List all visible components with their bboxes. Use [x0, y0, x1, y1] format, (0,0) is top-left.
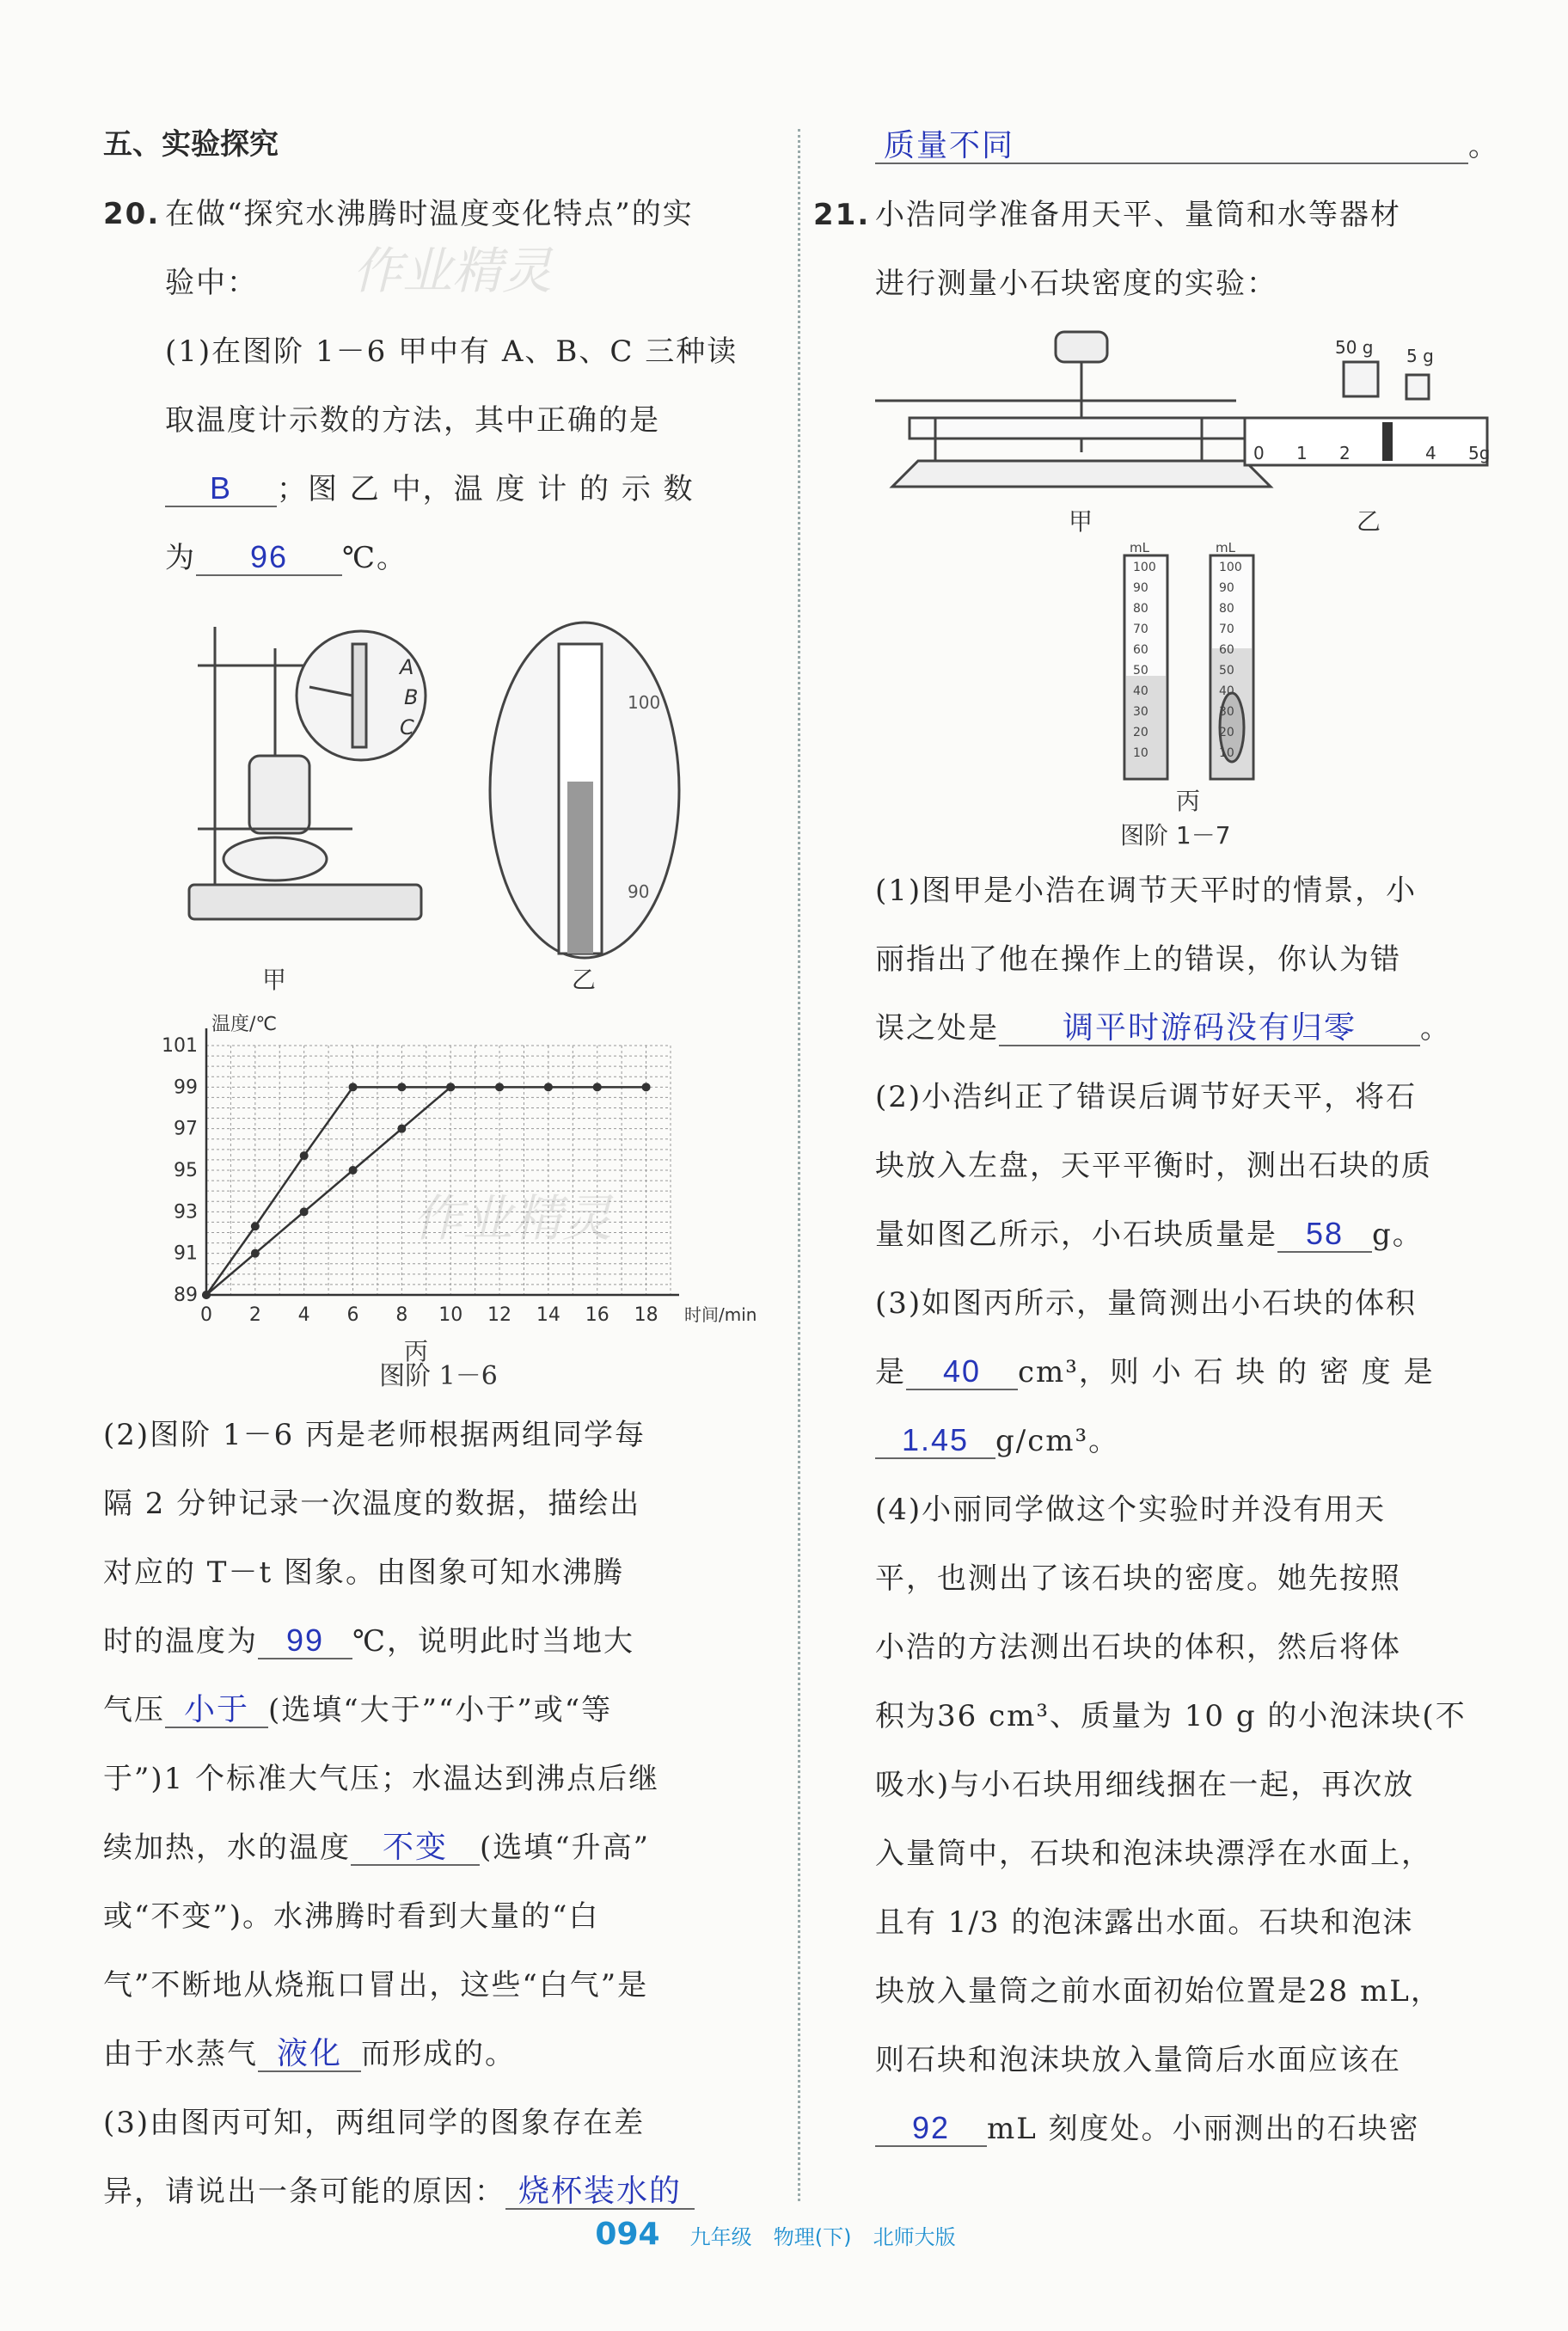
label-jia: 甲	[262, 966, 287, 994]
answer-method-blank[interactable]: B	[165, 471, 277, 507]
x-tick-label: 4	[297, 1304, 310, 1326]
q20-p2-line2: 隔 2 分钟记录一次温度的数据，描绘出	[103, 1487, 641, 1521]
temperature-time-chart	[103, 1007, 774, 1365]
q21-stem	[813, 181, 1491, 249]
scale-tick-label: 2	[1339, 443, 1351, 463]
cylinder-tick-label: 20	[1133, 726, 1148, 739]
watermark-1: 作业精灵	[352, 242, 553, 300]
cylinder-tick-label: 80	[1133, 602, 1148, 616]
q20-p2-line6: 于”)1 个标准大气压；水温达到沸点后继	[103, 1762, 660, 1796]
x-axis-label: 时间/min	[684, 1304, 757, 1325]
y-tick-label: 99	[174, 1077, 198, 1099]
q21-p4-line7: 且有 1/3 的泡沫露出水面。石块和泡沫	[875, 1905, 1414, 1940]
label-jia: 甲	[1069, 507, 1093, 536]
q21-p3-line2-text: 是	[875, 1355, 906, 1389]
q20-p3-line3: 质量不同 。	[875, 112, 1491, 181]
cylinder-tick-label: 20	[1219, 726, 1234, 739]
left-column	[103, 120, 774, 2226]
y-tick-label: 101	[162, 1035, 198, 1057]
q21-p3-line2	[875, 1338, 1491, 1407]
q21-stem-line1: 小浩同学准备用天平、量筒和水等器材	[875, 198, 1401, 232]
answer-phase-blank[interactable]: 液化	[258, 2036, 361, 2072]
q21-p1-line2: 丽指出了他在操作上的错误，你认为错	[875, 942, 1401, 977]
data-point	[300, 1207, 309, 1216]
eye-label-c: C	[400, 715, 414, 739]
data-point	[251, 1249, 260, 1258]
data-point	[397, 1125, 406, 1133]
eye-label-a: A	[400, 655, 414, 679]
q20-p2-line4-text: 时的温度为	[103, 1624, 258, 1659]
q21-p2-line1: (2)小浩纠正了错误后调节好天平，将石	[875, 1080, 1418, 1114]
data-point	[349, 1166, 358, 1175]
scale-tick-label: 3	[1382, 443, 1393, 463]
x-tick-label: 0	[200, 1304, 212, 1326]
cylinder-tick-label: 100	[1133, 561, 1156, 574]
q20-p1-line4	[103, 524, 774, 592]
section-title: 五、实验探究	[103, 127, 279, 162]
cylinder-tick-label: 10	[1133, 746, 1148, 760]
q21-p4-line3: 小浩的方法测出石块的体积，然后将体	[875, 1630, 1401, 1665]
q21-p3-line3	[875, 1407, 1491, 1475]
q21-p4-line8: 块放入量筒之前水面初始位置是28 mL，	[875, 1974, 1442, 2009]
q21-p4-line5: 吸水)与小石块用细线捆在一起，再次放	[875, 1768, 1415, 1802]
thermo-label-90: 90	[628, 881, 650, 902]
page-footer	[0, 2217, 1568, 2252]
thermo-label-100: 100	[628, 692, 661, 713]
q20-p3-line1: (3)由图丙可知，两组同学的图象存在差	[103, 2106, 646, 2140]
q20-p2-line7-after: (选填“升高”	[480, 1831, 651, 1865]
cylinder-tick-label: 50	[1219, 664, 1234, 678]
x-tick-label: 8	[395, 1304, 408, 1326]
q21-number: 21.	[813, 198, 871, 232]
q21-p1-line3-text: 误之处是	[875, 1011, 999, 1046]
footer-subject: 物理(下)	[773, 2225, 852, 2249]
q20-p2-line8: 或“不变”)。水沸腾时看到大量的“白	[103, 1899, 600, 1934]
answer-error-blank[interactable]: 调平时游码没有归零	[999, 1010, 1420, 1046]
q20-stem	[103, 180, 774, 248]
cylinder-tick-label: 60	[1219, 643, 1234, 657]
x-tick-label: 10	[438, 1304, 463, 1326]
weight-5g: 5 g	[1406, 346, 1434, 366]
data-point	[642, 1083, 651, 1091]
q21-p1-line3-after: 。	[1420, 1011, 1451, 1046]
data-point	[495, 1083, 504, 1091]
data-point	[202, 1291, 211, 1299]
x-tick-label: 18	[634, 1304, 658, 1326]
slider-scale	[1245, 418, 1487, 465]
q20-number: 20.	[103, 197, 161, 231]
cylinder-unit-left: mL	[1130, 540, 1149, 555]
q20-p2-line5	[103, 1676, 774, 1745]
cylinder-tick-label: 70	[1133, 623, 1148, 636]
cylinder-tick-label: 90	[1219, 581, 1234, 595]
cylinder-tick-label: 70	[1219, 623, 1234, 636]
figure-1-6-apparatus	[103, 610, 774, 997]
q20-p2-line5-after: (选填“大于”“小于”或“等	[268, 1693, 613, 1727]
data-point	[349, 1083, 358, 1091]
answer-temp-blank[interactable]: 96	[196, 540, 342, 576]
q21-p4-line10	[875, 2095, 1491, 2163]
eye-label-b: B	[404, 685, 419, 709]
thermometer-closeup	[490, 623, 679, 958]
scale-tick-label: 1	[1296, 443, 1308, 463]
q21-p3-line2-after: cm³，则 小 石 块 的 密 度 是	[1018, 1355, 1435, 1389]
q21-p4-line4: 积为36 cm³、质量为 10 g 的小泡沫块(不	[875, 1699, 1467, 1733]
q20-stem-line2: 验中：	[165, 266, 258, 300]
x-tick-label: 14	[536, 1304, 560, 1326]
q20-p2-line10-text: 由于水蒸气	[103, 2037, 258, 2071]
q21-p1-line3	[875, 994, 1491, 1063]
y-tick-label: 93	[174, 1201, 198, 1224]
q21-p2-line2: 块放入左盘，天平平衡时，测出石块的质	[875, 1149, 1432, 1183]
cylinder-tick-label: 10	[1219, 746, 1234, 760]
q20-p2-line7-text: 续加热，水的温度	[103, 1831, 351, 1865]
q21-p1-line1: (1)图甲是小浩在调节天平时的情景，小	[875, 874, 1418, 908]
cylinder-tick-label: 60	[1133, 643, 1148, 657]
answer-boil-blank[interactable]: 99	[258, 1623, 352, 1659]
y-tick-label: 91	[174, 1242, 198, 1265]
balance-jia	[875, 332, 1271, 487]
answer-reason-blank-2[interactable]: 质量不同	[875, 128, 1468, 164]
y-axis-label: 温度/℃	[211, 1014, 278, 1035]
data-point	[300, 1151, 309, 1160]
x-tick-label: 2	[248, 1304, 261, 1326]
data-point	[251, 1222, 260, 1230]
figure-caption-1-7: 图阶 1－7	[1120, 821, 1231, 850]
y-tick-label: 97	[174, 1118, 198, 1140]
answer-change-blank[interactable]: 不变	[351, 1830, 480, 1866]
y-tick-label: 89	[174, 1285, 198, 1306]
q20-p1-line3	[103, 455, 774, 524]
cylinder-tick-label: 100	[1219, 561, 1242, 574]
q20-p1-line4-text: 为	[165, 541, 196, 575]
q21-p2-line3-unit: g。	[1372, 1218, 1424, 1252]
footer-grade: 九年级	[689, 2225, 752, 2249]
cylinder-tick-label: 30	[1133, 705, 1148, 719]
data-point	[593, 1083, 602, 1091]
footer-edition: 北师大版	[873, 2225, 956, 2249]
scale-tick-label: 4	[1425, 443, 1436, 463]
cylinder-tick-label: 50	[1133, 664, 1148, 678]
label-bing: 丙	[404, 1337, 429, 1365]
cylinder-tick-label: 40	[1219, 684, 1234, 698]
q20-p1-line1: (1)在图阶 1－6 甲中有 A、B、C 三种读	[165, 334, 738, 369]
answer-volume-blank[interactable]: 40	[906, 1354, 1018, 1390]
cylinder-tick-label: 90	[1133, 581, 1148, 595]
q21-p3-line3-unit: g/cm³。	[995, 1424, 1120, 1458]
figure-caption-1-6: 图阶 1－6	[379, 1361, 498, 1391]
right-column	[813, 112, 1499, 2163]
q20-p2-line5-text: 气压	[103, 1693, 165, 1727]
answer-reason-blank-1[interactable]: 烧杯装水的	[505, 2174, 695, 2210]
q20-stem-line1: 在做“探究水沸腾时温度变化特点”的实	[165, 197, 694, 231]
q21-p3-line1: (3)如图丙所示，量筒测出小石块的体积	[875, 1286, 1418, 1321]
data-point	[544, 1083, 553, 1091]
q21-stem-line2: 进行测量小石块密度的实验：	[875, 267, 1277, 301]
q20-p1-line2: 取温度计示数的方法，其中正确的是	[165, 403, 660, 438]
q21-p4-line9: 则石块和泡沫块放入量筒后水面应该在	[875, 2043, 1401, 2077]
label-yi: 乙	[1357, 507, 1381, 536]
q20-p1-line4-unit: ℃。	[342, 541, 408, 575]
answer-pressure-blank[interactable]: 小于	[165, 1692, 268, 1728]
q20-p2-line7	[103, 1813, 774, 1882]
q20-p3-line2	[103, 2157, 774, 2226]
q20-p2-line4-after: ℃，说明此时当地大	[352, 1624, 635, 1659]
x-tick-label: 16	[585, 1304, 609, 1326]
q21-p2-line3	[875, 1200, 1491, 1269]
q21-p4-line10-after: mL 刻度处。小丽测出的石块密	[987, 2112, 1420, 2146]
data-point	[446, 1083, 455, 1091]
watermark-2: 作业精灵	[413, 1189, 613, 1248]
column-divider	[798, 129, 800, 2201]
answer-mass-blank[interactable]: 58	[1277, 1217, 1372, 1253]
cylinder-unit-right: mL	[1216, 540, 1235, 555]
q21-p4-line6: 入量筒中，石块和泡沫块漂浮在水面上，	[875, 1837, 1432, 1871]
q21-p4-line1: (4)小丽同学做这个实验时并没有用天	[875, 1493, 1387, 1527]
label-yi: 乙	[572, 966, 597, 994]
weights	[1344, 362, 1429, 399]
page-number: 094	[595, 2217, 660, 2252]
q20-p1-line3-text: ；图 乙 中，温 度 计 的 示 数	[277, 472, 695, 506]
x-tick-label: 12	[487, 1304, 512, 1326]
q20-p2-line9: 气”不断地从烧瓶口冒出，这些“白气”是	[103, 1968, 649, 2003]
figure-1-7-balance	[875, 323, 1491, 856]
q20-p2-line4	[103, 1607, 774, 1676]
q20-p3-line2-text: 异，请说出一条可能的原因：	[103, 2175, 505, 2209]
q20-p2-line1: (2)图阶 1－6 丙是老师根据两组同学每	[103, 1418, 646, 1452]
q20-p2-line10	[103, 2020, 774, 2089]
q21-p2-line3-text: 量如图乙所示，小石块质量是	[875, 1218, 1277, 1252]
cylinder-tick-label: 40	[1133, 684, 1148, 698]
cylinder-tick-label: 80	[1219, 602, 1234, 616]
scale-tick-label: 0	[1253, 443, 1265, 463]
q20-p2-line10-after: 而形成的。	[361, 2037, 516, 2071]
scale-tick-label: 5g	[1468, 443, 1491, 463]
data-point	[397, 1083, 406, 1091]
weight-50g: 50 g	[1335, 337, 1374, 358]
label-bing: 丙	[1176, 787, 1201, 815]
answer-density-blank[interactable]: 1.45	[875, 1423, 995, 1459]
x-tick-label: 6	[346, 1304, 359, 1326]
q20-p2-line3: 对应的 T－t 图象。由图象可知水沸腾	[103, 1555, 624, 1590]
answer-level-blank[interactable]: 92	[875, 2111, 987, 2147]
y-tick-label: 95	[174, 1160, 198, 1181]
q21-p4-line2: 平，也测出了该石块的密度。她先按照	[875, 1561, 1401, 1596]
cylinder-tick-label: 30	[1219, 705, 1234, 719]
